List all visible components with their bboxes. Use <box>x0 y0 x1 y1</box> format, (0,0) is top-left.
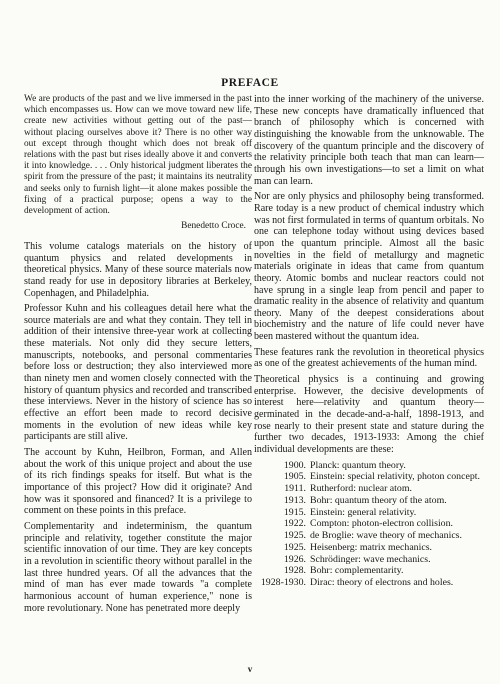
timeline-event: Einstein: general relativity. <box>310 506 417 518</box>
timeline-event: Planck: quantum theory. <box>310 459 406 471</box>
timeline-year: 1928. <box>283 565 306 577</box>
timeline-year: 1905. <box>283 471 306 483</box>
timeline-item <box>254 460 484 472</box>
timeline-item <box>254 483 484 495</box>
left-column <box>24 94 252 618</box>
paragraph: Professor Kuhn and his colleagues detail here what the source materials are and what they contain. They tell in addition of their intensive three-year work at collecting these materials. Not only did they secure letters, manuscripts, notebooks, and personal commentaries before loss or destruction; they also interviewed more than ninety men and women closely connected with the history of quantum physics and recorded and transcribed these interviews. Never in the history of science has so effective an effort been made to record decisive moments in the evolution of new ideas while key participants are still alive. <box>24 303 252 443</box>
paragraph: Theoretical physics is a continuing and growing enterprise. However, the decisive developments of interest here—relativity and quantum theory—germinated in the decade-and-a-half, 1898-1913, and rose nearly to their present state and stature during the further two decades, 1913-1933: Among the chief individual developments are these: <box>254 374 484 456</box>
paragraph: Complementarity and indeterminism, the quantum principle and relativity, together constitute the major scientific innovation of our time. They are key concepts in a revolution in scientific theory without parallel in the last three hundred years. Of all the advances that the mind of man has ever made towards "a complete harmonious account of human experience," none is more revolutionary. None has penetrated more deeply <box>24 520 252 614</box>
paragraph: The account by Kuhn, Heilbron, Forman, and Allen about the work of this unique project and about the use of its rich findings speaks for itself. But what is the importance of this project? How did it originate? And how was it sponsored and financed? It is a privilege to comment on these points in this preface. <box>24 447 252 517</box>
timeline-year: 1900. <box>283 459 306 471</box>
timeline-year: 1915. <box>283 506 306 518</box>
timeline-event: de Broglie: wave theory of mechanics. <box>310 530 462 542</box>
timeline-year: 1913. <box>283 494 306 506</box>
timeline-event: Dirac: theory of electrons and holes. <box>310 577 454 589</box>
timeline-year: 1925. <box>283 530 306 542</box>
timeline-item <box>254 577 484 589</box>
timeline-item <box>254 471 484 483</box>
timeline-item <box>254 495 484 507</box>
timeline-item <box>254 565 484 577</box>
paragraph: into the inner working of the machinery of the universe. These new concepts have dramatically influenced that branch of philosophy which is concerned with distinguishing the knowable from the unknowable. The discovery of the quantum principle and the discovery of the relativity principle both teach that man can learn—through his own investigations—to set a limit on what man can learn. <box>254 94 484 187</box>
timeline-event: Schrödinger: wave mechanics. <box>310 553 431 565</box>
timeline-year: 1922. <box>283 518 306 530</box>
timeline-event: Rutherford: nuclear atom. <box>310 483 412 495</box>
timeline-event: Heisenberg: matrix mechanics. <box>310 541 433 553</box>
timeline-year: 1928-1930. <box>260 577 306 589</box>
epigraph-text: We are products of the past and we live immersed in the past which encompasses us. How can we move toward new life, create new activities without getting out of the past—without placing ourselves above it? There is no other way out except through thought which does not break off relations with the past but rises ideally above it and converts it into knowledge. . . . Only historical judgment liberates the spirit from the pressure of the past; it maintains its neutrality and seeks only to furnish light—it alone makes possible the fixing of a practical purpose; opens a way to the development of action. <box>24 94 252 217</box>
paragraph: Nor are only physics and philosophy being transformed. Rare today is a new product of chemical industry which was not first formulated in terms of quantum orbitals. No one can telephone today without using devices based upon the quantum principle. Almost all the basic novelties in the field of metallurgy and magnetic materials originate in ideas that came from quantum theory. Atomic bombs and nuclear reactors could not have sprung in a single leap from pencil and paper to dramatic reality in the absence of relativity and quantum theory. Many of the deepest considerations about biochemistry and the nature of life could never have been mastered without the quantum idea. <box>254 191 484 343</box>
timeline-list <box>254 460 484 589</box>
paragraph: This volume catalogs materials on the history of quantum physics and related developments in theoretical physics. Many of these source materials now stand ready for use in depository libraries at Berkeley, Copenhagen, and Philadelphia. <box>24 240 252 299</box>
timeline-item <box>254 530 484 542</box>
timeline-item <box>254 542 484 554</box>
timeline-item <box>254 518 484 530</box>
timeline-event: Compton: photon-electron collision. <box>310 518 453 530</box>
right-column <box>254 94 484 589</box>
timeline-event: Bohr: quantum theory of the atom. <box>310 494 447 506</box>
timeline-year: 1925. <box>283 541 306 553</box>
timeline-year: 1911. <box>284 483 306 495</box>
page-title: PREFACE <box>221 77 279 89</box>
timeline-event: Einstein: special relativity, photon concept. <box>310 471 480 483</box>
epigraph-attribution: Benedetto Croce. <box>181 221 246 232</box>
page-number: v <box>247 664 253 674</box>
timeline-item <box>254 554 484 566</box>
timeline-item <box>254 507 484 519</box>
timeline-event: Bohr: complementarity. <box>310 565 404 577</box>
paragraph: These features rank the revolution in theoretical physics as one of the greatest achievements of the human mind. <box>254 346 484 370</box>
timeline-year: 1926. <box>283 553 306 565</box>
